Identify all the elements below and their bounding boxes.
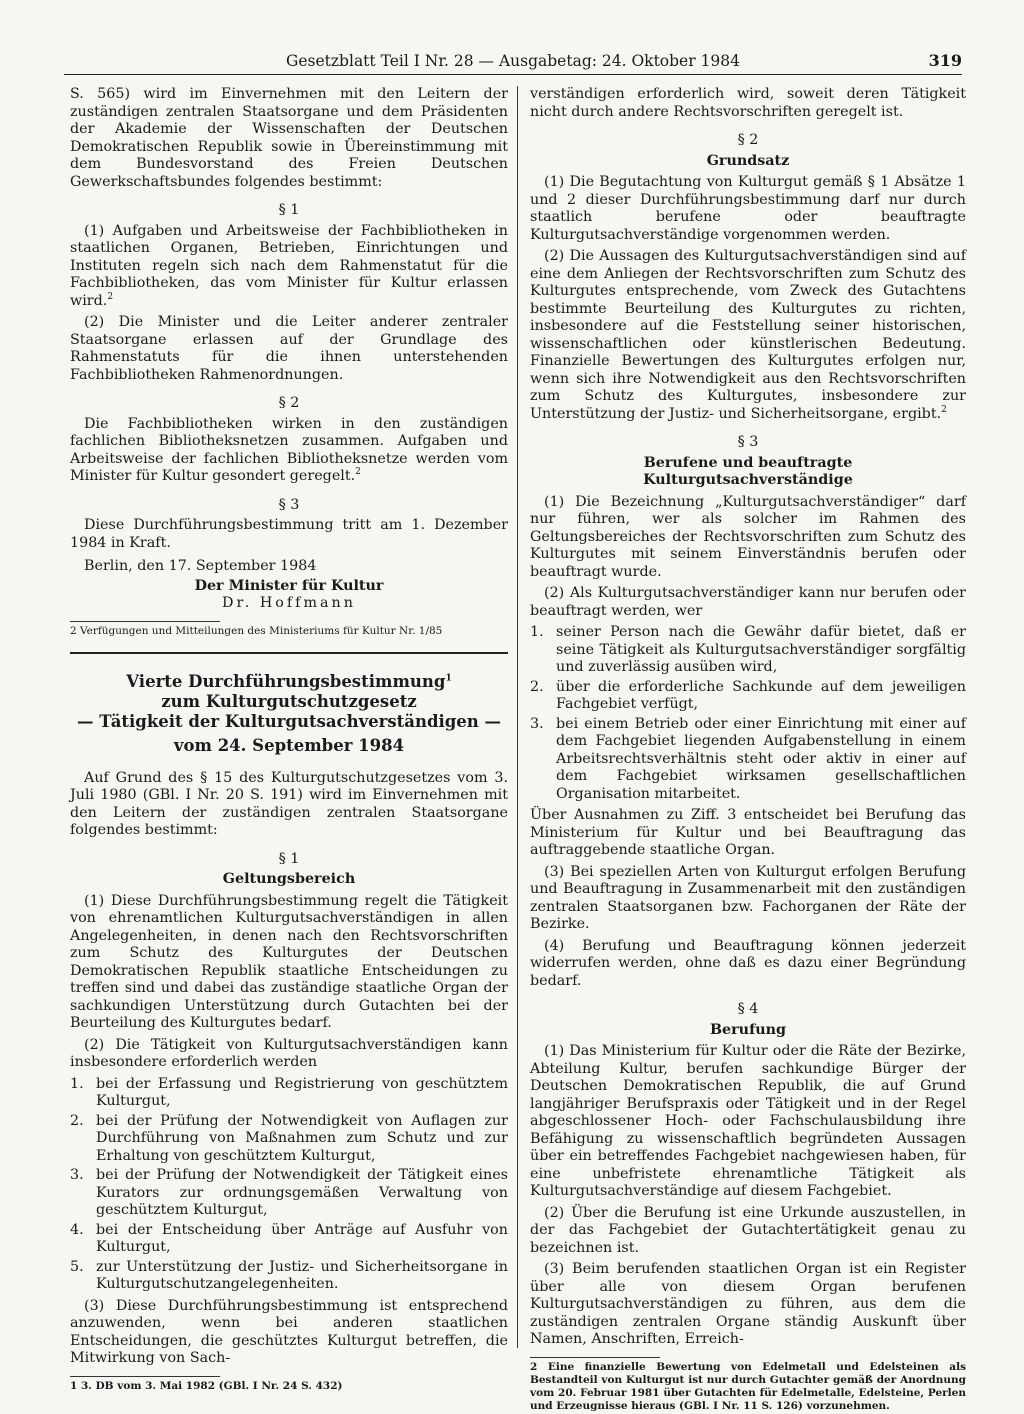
intro-paragraph: S. 565) wird im Einvernehmen mit den Leitern der zuständigen zentralen Staatsorgane und dem Präsidenten der Akademie der Wissenschaften der Deutschen Demokratischen Republik sowie in Übereinstimmung mit dem Bundesvorstand des Freien Deutschen Gewerkschaftsbundes folgendes bestimmt:: [70, 86, 508, 190]
page-number: 319: [928, 51, 962, 70]
ordinance-subtitle: zum Kulturgutschutzgesetz: [161, 691, 417, 711]
gazette-title: Gesetzblatt Teil I Nr. 28 — Ausgabetag: 24. Oktober 1984: [285, 52, 741, 70]
page-header: [64, 50, 962, 75]
ordinance-topic: — Tätigkeit der Kulturgutsachverständigen —: [76, 711, 502, 731]
section-heading: § 2: [278, 395, 300, 411]
paragraph: (2) Als Kulturgutsachverständiger kann nur berufen oder beauftragt werden, wer: [530, 585, 966, 619]
list-item: 3. bei einem Betrieb oder einer Einrichtung mit einer auf dem Fachgebiet liegenden Aufgabenstellung in einem Arbeitsrechtsverhältnis steht oder aktiv in einer auf dem Fachgebiet wirksamen gesellschaftlichen Organisation mitarbeitet.: [530, 715, 966, 802]
section-heading: § 3: [278, 496, 300, 513]
list-item: 3. bei der Prüfung der Notwendigkeit der Tätigkeit eines Kurators zur ordnungsgemäßen Verwaltung von geschütztem Kulturgut,: [70, 1167, 508, 1218]
paragraph: (2) Die Tätigkeit von Kulturgutsachverständigen kann insbesondere erforderlich werden: [70, 1036, 508, 1070]
ordinance-title: Vierte Durchführungsbestimmung$^1$: [126, 671, 452, 691]
list-item: 2. über die erforderliche Sachkunde auf dem jeweiligen Fachgebiet verfügt,: [530, 678, 966, 712]
paragraph: (1) Diese Durchführungsbestimmung regelt die Tätigkeit von ehrenamtlichen Kulturgutsachverständigen in allen Angelegenheiten, in denen nach den Rechtsvorschriften zum Schutz des Kulturgutes der Deutschen Demokratischen Republik staatliche Entscheidungen zu treffen sind und dabei das zuständige staatliche Organ der sachkundigen Unterstützung durch Gutachten bei der Beurteilung des Kulturgutes bedarf.: [70, 892, 508, 1031]
list-item: 1. bei der Erfassung und Registrierung von geschütztem Kulturgut,: [70, 1075, 508, 1109]
paragraph: (1) Die Bezeichnung „Kulturgutsachverständiger“ darf nur führen, wer als solcher im Rahmen des Geltungsbereiches der Rechtsvorschriften zum Schutz des Kulturgutes mit seinem Einverständnis berufen oder beauftragt wurde.: [530, 493, 966, 580]
paragraph: (1) Das Ministerium für Kultur oder die Räte der Bezirke, Abteilung Kultur, berufen sachkundige Bürger der Deutschen Demokratischen Republik, die auf Grund langjähriger Berufspraxis oder Tätigkeit und in der Regel abgeschlossener Hoch- oder Fachschulausbildung ihre Befähigung zu wissenschaftlich begründeten Aussagen über ein betreffendes Fachgebiet nachgewiesen haben, für eine unbefristete ehrenamtliche Tätigkeit als Kulturgutsachverständige auf diesem Fachgebiet.: [530, 1043, 966, 1199]
footnote-rule: [70, 621, 220, 622]
enumerated-list: [530, 624, 966, 803]
paragraph: Diese Durchführungsbestimmung tritt am 1. Dezember 1984 in Kraft.: [70, 517, 508, 551]
section-heading: § 4: [737, 1001, 759, 1017]
paragraph: Über Ausnahmen zu Ziff. 3 entscheidet bei Berufung das Ministerium für Kultur und bei Beauftragung das auftraggebende staatliche Organ.: [530, 807, 966, 858]
paragraph: (2) Über die Berufung ist eine Urkunde auszustellen, in der das Fachgebiet der Gutachtertätigkeit genau zu bezeichnen ist.: [530, 1204, 966, 1256]
signatory-title: Der Minister für Kultur: [194, 577, 384, 594]
section-heading: § 1: [278, 850, 300, 867]
signatory-name: Dr. Hoffmann: [222, 595, 356, 611]
footnote-ref: 2: [941, 404, 947, 415]
footnote-rule: [70, 1376, 220, 1377]
section-heading: § 2: [737, 132, 759, 148]
footnote-ref: 2: [355, 467, 361, 478]
section-title: Berufene und beauftragte: [643, 454, 853, 471]
section-heading: § 1: [278, 202, 300, 218]
paragraph: (1) Die Begutachtung von Kulturgut gemäß § 1 Absätze 1 und 2 dieser Durchführungsbestimmung darf nur durch staatlich berufene oder beauftragte Kulturgutsachverständige vorgenommen werden.: [530, 174, 966, 243]
place-date: Berlin, den 17. September 1984: [84, 558, 317, 574]
footnote: 2 Verfügungen und Mitteilungen des Ministeriums für Kultur Nr. 1/85: [70, 624, 443, 637]
section-separator: [70, 652, 508, 654]
list-item: 1. seiner Person nach die Gewähr dafür bietet, daß er seine Tätigkeit als Kulturgutsachverständiger sorgfältig und zuverlässig ausüben wird,: [530, 624, 966, 675]
paragraph: (3) Bei speziellen Arten von Kulturgut erfolgen Berufung und Beauftragung in Zusammenarbeit mit den zuständigen zentralen Staatsorganen bzw. Fachorganen der Räte der Bezirke.: [530, 863, 966, 932]
paragraph: (3) Diese Durchführungsbestimmung ist entsprechend anzuwenden, wenn bei anderen staatlichen Entscheidungen, die geschütztes Kulturgut betreffen, die Mitwirkung von Sach-: [70, 1297, 508, 1366]
list-item: 4. bei der Entscheidung über Anträge auf Ausfuhr von Kulturgut,: [70, 1221, 508, 1255]
footnote-ref: 2: [107, 291, 114, 302]
section-heading: § 3: [737, 434, 759, 450]
footnote-ref: 1: [445, 673, 452, 683]
right-column: [530, 86, 966, 1413]
footnote-rule: [530, 1357, 660, 1358]
section-title: Geltungsbereich: [222, 871, 356, 887]
paragraph: (1) Aufgaben und Arbeitsweise der Fachbibliotheken in staatlichen Organen, Betrieben, Einrichtungen und Instituten regeln sich nach dem Rahmenstatut für die Fachbibliotheken, das vom Minister für Kultur erlassen wird.$^2$: [70, 222, 508, 309]
ordinance-date: vom 24. September 1984: [173, 735, 405, 755]
section-title: Berufung: [709, 1021, 787, 1038]
footnote: 1 3. DB vom 3. Mai 1982 (GBl. I Nr. 24 S. 432): [70, 1379, 343, 1392]
section-title: Grundsatz: [706, 152, 790, 169]
list-item: 5. zur Unterstützung der Justiz- und Sicherheitsorgane in Kulturgutschutzangelegenheiten.: [70, 1258, 508, 1292]
footnote: 2 Eine finanzielle Bewertung von Edelmetall und Edelsteinen als Bestandteil von Kulturgut ist nur durch Gutachter gemäß der Anordnung vom 20. Februar 1981 über Gutachten für Edelmetalle, Edelsteine, Perlen und Erzeugnisse hieraus (GBl. I Nr. 11 S. 126) vorzunehmen.: [530, 1360, 966, 1412]
paragraph: (2) Die Minister und die Leiter anderer zentraler Staatsorgane erlassen auf der Grundlage des Rahmenstatuts für die ihnen unterstehenden Fachbibliotheken Rahmenordnungen.: [70, 314, 508, 383]
preamble: Auf Grund des § 15 des Kulturgutschutzgesetzes vom 3. Juli 1980 (GBl. I Nr. 20 S. 191) wird im Einvernehmen mit den Leitern der zuständigen zentralen Staatsorgane folgendes bestimmt:: [70, 769, 508, 838]
left-column: [70, 86, 508, 1393]
column-divider: [517, 86, 518, 1348]
list-item: 2. bei der Prüfung der Notwendigkeit von Auflagen zur Durchführung von Maßnahmen zum Schutz und zur Erhaltung von geschütztem Kulturgut,: [70, 1112, 508, 1164]
paragraph: (2) Die Aussagen des Kulturgutsachverständigen sind auf eine dem Anliegen der Rechtsvorschriften zum Schutz des Kulturgutes entsprechende, vom Zweck des Gutachtens bestimmte Beurteilung des Kulturgutes zu richten, insbesondere auf die Feststellung seiner historischen, wissenschaftlichen oder künstlerischen Bedeutung. Finanzielle Bewertungen des Kulturgutes erfolgen nur, wenn sich ihre Notwendigkeit aus den Rechtsvorschriften zum Schutz des Kulturgutes, insbesondere zur Unterstützung der Justiz- und Sicherheitsorgane, ergibt.$^2$: [530, 248, 966, 422]
continued-paragraph: verständigen erforderlich wird, soweit deren Tätigkeit nicht durch andere Rechtsvorschriften geregelt ist.: [530, 86, 966, 120]
enumerated-list: [70, 1076, 508, 1294]
section-title: Kulturgutsachverständige: [643, 472, 853, 488]
paragraph: (3) Beim berufenden staatlichen Organ ist ein Register über alle von diesem Organ berufenen Kulturgutsachverständigen zu führen, aus dem die zuständigen zentralen Organe ständig Auskunft über Namen, Anschriften, Erreich-: [530, 1261, 966, 1347]
paragraph: Die Fachbibliotheken wirken in den zuständigen fachlichen Bibliotheksnetzen zusammen. Aufgaben und Arbeitsweise der fachlichen Bibliotheksnetze werden vom Minister für Kultur gesondert geregelt.$^2$: [70, 415, 508, 484]
paragraph: (4) Berufung und Beauftragung können jederzeit widerrufen werden, ohne daß es dazu einer Begründung bedarf.: [530, 937, 966, 989]
